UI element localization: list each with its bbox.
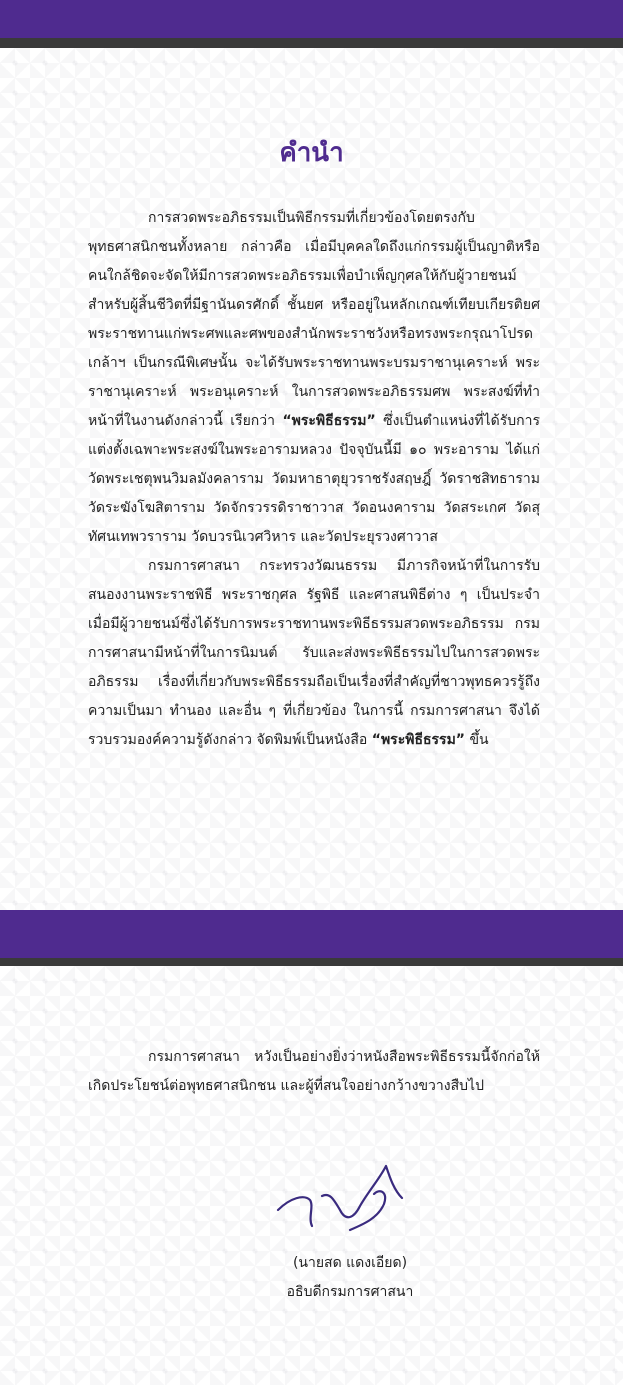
paragraph-2 bbox=[88, 552, 540, 755]
middle-purple-band bbox=[0, 910, 623, 958]
paragraph-1-cont: ซึ่งเป็นตำแหน่งที่ได้รับการแต่งตั้งเฉพาะพระสงฆ์ในพระอารามหลวง ปัจจุบันนี้มี ๑๐ พระอาราม ได้แก่ วัดพระเชตุพนวิมลมังคลาราม วัดมหาธาตุยุวราชรังสฤษฎิ์ วัดราชสิทธาราม วัดระฆังโฆสิตาราม วัดจักรวรรดิราชาวาส วัดอนงคาราม วัดสระเกศ วัดสุทัศนเทพวราราม วัดบวรนิเวศวิหาร และวัดประยุรวงศาวาส bbox=[88, 413, 540, 545]
preface-body bbox=[88, 204, 540, 755]
highlight-term-2: “พระพิธีธรรม” bbox=[371, 732, 466, 748]
top-purple-band bbox=[0, 0, 623, 38]
signer-name: (นายสด แดงเอียด) bbox=[292, 1255, 408, 1271]
signature-icon bbox=[270, 1148, 420, 1248]
paragraph-2-end: ขึ้น bbox=[469, 732, 489, 748]
paragraph-1 bbox=[88, 204, 540, 552]
paragraph-2-text: กรมการศาสนา กระทรวงวัฒนธรรม มีภารกิจหน้าที่ในการรับสนองงานพระราชพิธี พระราชกุศล รัฐพิธี และศาสนพิธีต่าง ๆ เป็นประจำ เมื่อมีผู้วายชนม์ซึ่งได้รับการพระราชทานพระพิธีธรรมสวดพระอภิธรรม กรมการศาสนามีหน้าที่ในการนิมนต์ รับและส่งพระพิธีธรรมไปในการสวดพระอภิธรรม เรื่องที่เกี่ยวกับพระพิธีธรรมถือเป็นเรื่องที่สำคัญที่ชาวพุทธควรรู้ถึงความเป็นมา ทำนอง และอื่น ๆ ที่เกี่ยวข้อง ในการนี้ กรมการศาสนา จึงได้รวบรวมองค์ความรู้ดังกล่าว จัดพิมพ์เป็นหนังสือ bbox=[88, 558, 540, 748]
middle-dark-band bbox=[0, 958, 623, 966]
closing-paragraph: กรมการศาสนา หวังเป็นอย่างยิ่งว่าหนังสือพระพิธีธรรมนี้จักก่อให้เกิดประโยชน์ต่อพุทธศาสนิกชน และผู้ที่สนใจอย่างกว้างขวางสืบไป bbox=[88, 1049, 540, 1094]
page-title: คำนำ bbox=[279, 138, 344, 168]
top-dark-band bbox=[0, 38, 623, 48]
signer-position: อธิบดีกรมการศาสนา bbox=[286, 1284, 414, 1300]
paragraph-1-text: การสวดพระอภิธรรมเป็นพิธีกรรมที่เกี่ยวข้องโดยตรงกับพุทธศาสนิกชนทั้งหลาย กล่าวคือ เมื่อมีบุคคลใดถึงแก่กรรมผู้เป็นญาติหรือคนใกล้ชิดจะจัดให้มีการสวดพระอภิธรรมเพื่อบำเพ็ญกุศลให้กับผู้วายชนม์ สำหรับผู้สิ้นชีวิตที่มีฐานันดรศักดิ์ ชั้นยศ หรืออยู่ในหลักเกณฑ์เทียบเกียรติยศพระราชทานแก่พระศพและศพของสำนักพระราชวังหรือทรงพระกรุณาโปรดเกล้าฯ เป็นกรณีพิเศษนั้น จะได้รับพระราชทานพระบรมราชานุเคราะห์ พระราชานุเคราะห์ พระอนุเคราะห์ ในการสวดพระอภิธรรมศพ พระสงฆ์ที่ทำหน้าที่ในงานดังกล่าวนี้ เรียกว่า bbox=[88, 210, 540, 429]
closing-body bbox=[88, 1043, 540, 1101]
highlight-term-1: “พระพิธีธรรม” bbox=[282, 413, 376, 429]
